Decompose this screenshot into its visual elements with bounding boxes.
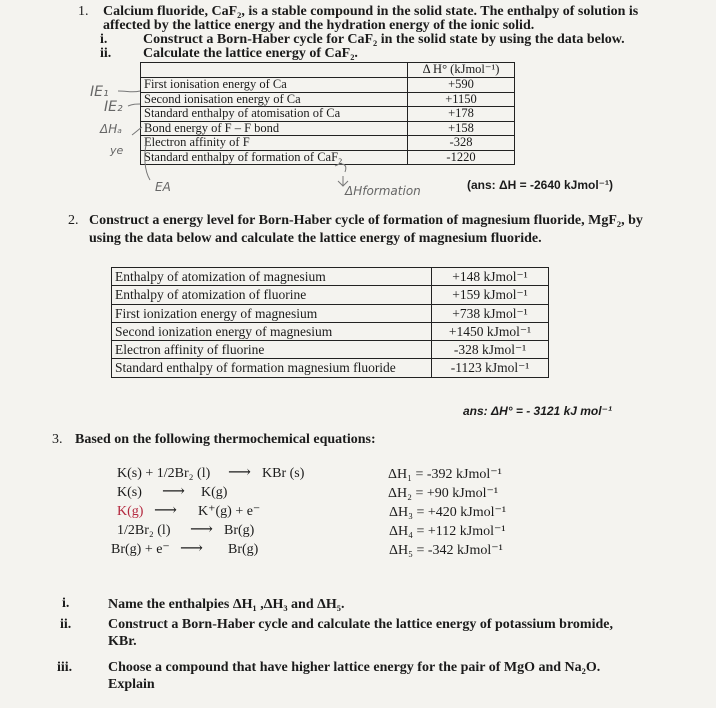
q1-sub-ii-text: Calculate the lattice energy of CaF₂. [143, 46, 358, 61]
q3-number: 3. [52, 432, 63, 447]
equation-dh: ΔH₂ = +90 kJmol⁻¹ [388, 486, 499, 501]
table-cell-label: Enthalpy of atomization of magnesium [112, 268, 432, 286]
q3-part-iii-text-line1: Choose a compound that have higher lattice energy for the pair of MgO and Na₂O. [108, 660, 601, 675]
handwritten-ye: ye [110, 144, 124, 157]
table-row [112, 322, 549, 340]
table-row [112, 304, 549, 322]
q2-data-table [111, 267, 549, 378]
table-cell-label: Bond energy of F – F bond [141, 121, 408, 136]
handwritten-arrows [80, 80, 380, 195]
equation-dh: ΔH₄ = +112 kJmol⁻¹ [389, 524, 506, 539]
handwritten-dh: ΔHₐ [100, 122, 122, 136]
equation-arrow: ⟶ [154, 502, 177, 519]
equation-arrow: ⟶ [228, 464, 251, 481]
table-cell-label: Electron affinity of fluorine [112, 341, 432, 359]
table-header-blank [141, 63, 408, 78]
equation-rhs: Br(g) [224, 523, 255, 538]
table-cell-value: +738 kJmol⁻¹ [432, 304, 549, 322]
table-row [112, 341, 549, 359]
equation-arrow: ⟶ [180, 540, 203, 557]
q2-answer: ans: ΔH° = - 3121 kJ mol⁻¹ [463, 404, 612, 418]
table-cell-value: -328 kJmol⁻¹ [432, 341, 549, 359]
handwritten-ie2: IE₂ [104, 99, 123, 115]
q3-part-i-text: Name the enthalpies ΔH₁ ,ΔH₃ and ΔH₅. [108, 597, 345, 612]
equation-lhs: 1/2Br₂ (l) [117, 523, 171, 538]
equation-rhs: K⁺(g) + e⁻ [198, 504, 261, 519]
table-row [112, 286, 549, 304]
table-cell-value: +178 [408, 107, 515, 122]
table-cell-label: Standard enthalpy of formation of CaF₂ [141, 150, 408, 165]
equation-lhs: K(s) [117, 485, 142, 500]
table-header-row [141, 63, 515, 78]
equation-dh: ΔH₁ = -392 kJmol⁻¹ [388, 467, 502, 482]
q1-sub-i-num: i. [100, 32, 108, 47]
equation-rhs: K(g) [201, 485, 228, 500]
table-cell-value: +1150 [408, 92, 515, 107]
table-cell-value: +1450 kJmol⁻¹ [432, 322, 549, 340]
table-cell-value: -1220 [408, 150, 515, 165]
q3-part-i-num: i. [62, 596, 70, 611]
bracket-ea [145, 145, 150, 180]
arrow-formation [335, 164, 348, 186]
q3-part-ii-num: ii. [60, 617, 72, 632]
q2-text-line1: Construct a energy level for Born-Haber cycle of formation of magnesium fluoride, MgF₂, by [89, 213, 643, 228]
table-cell-label: Standard enthalpy of formation magnesium fluoride [112, 359, 432, 377]
equation-arrow: ⟶ [162, 483, 185, 500]
q2-number: 2. [68, 213, 79, 228]
equation-lhs: Br(g) + e⁻ [111, 542, 170, 557]
handwritten-ea: EA [155, 180, 171, 194]
table-cell-label: First ionization energy of magnesium [112, 304, 432, 322]
equation-dh: ΔH₅ = -342 kJmol⁻¹ [389, 543, 503, 558]
arrow-ie2 [128, 104, 140, 106]
q3-part-ii-text-line1: Construct a Born-Haber cycle and calculate the lattice energy of potassium bromide, [108, 617, 613, 632]
q1-answer: (ans: ΔH = -2640 kJmol⁻¹) [467, 178, 614, 192]
handwritten-ie1: IE₁ [90, 84, 109, 100]
table-cell-label: Second ionisation energy of Ca [141, 92, 408, 107]
table-cell-label: Electron affinity of F [141, 136, 408, 151]
q1-sub-ii-num: ii. [100, 46, 112, 61]
table-cell-label: Enthalpy of atomization of fluorine [112, 286, 432, 304]
q2-text-line2: using the data below and calculate the lattice energy of magnesium fluoride. [89, 231, 542, 246]
q3-part-ii-text-line2: KBr. [108, 634, 137, 649]
table-cell-label: Second ionization energy of magnesium [112, 322, 432, 340]
table-cell-value: +148 kJmol⁻¹ [432, 268, 549, 286]
equation-dh: ΔH₃ = +420 kJmol⁻¹ [389, 505, 507, 520]
table-cell-label: First ionisation energy of Ca [141, 78, 408, 93]
table-cell-value: -1123 kJmol⁻¹ [432, 359, 549, 377]
q1-text-line2: affected by the lattice energy and the hydration energy of the ionic solid. [103, 18, 535, 33]
q3-part-iii-text-line2: Explain [108, 677, 155, 692]
arrow-dh [132, 127, 142, 135]
q1-number: 1. [78, 4, 89, 19]
table-cell-value: +590 [408, 78, 515, 93]
equation-rhs: KBr (s) [262, 466, 305, 481]
equation-arrow: ⟶ [190, 521, 213, 538]
handwritten-formation: ΔHformation [345, 184, 421, 198]
table-header-dh: Δ H° (kJmol⁻¹) [408, 63, 515, 78]
arrow-ie1 [118, 91, 140, 92]
q3-part-iii-num: iii. [57, 660, 73, 675]
q1-text-line1: Calcium fluoride, CaF₂, is a stable compound in the solid state. The enthalpy of solution is [103, 4, 639, 19]
table-cell-value: -328 [408, 136, 515, 151]
q1-sub-i-text: Construct a Born-Haber cycle for CaF₂ in the solid state by using the data below. [143, 32, 625, 47]
q3-text: Based on the following thermochemical equations: [75, 432, 376, 447]
table-cell-value: +158 [408, 121, 515, 136]
equation-rhs: Br(g) [228, 542, 259, 557]
table-cell-value: +159 kJmol⁻¹ [432, 286, 549, 304]
equation-lhs: K(g) [117, 504, 144, 519]
table-row [112, 359, 549, 377]
table-cell-label: Standard enthalpy of atomisation of Ca [141, 107, 408, 122]
table-row [112, 268, 549, 286]
equation-lhs: K(s) + 1/2Br₂ (l) [117, 466, 211, 481]
